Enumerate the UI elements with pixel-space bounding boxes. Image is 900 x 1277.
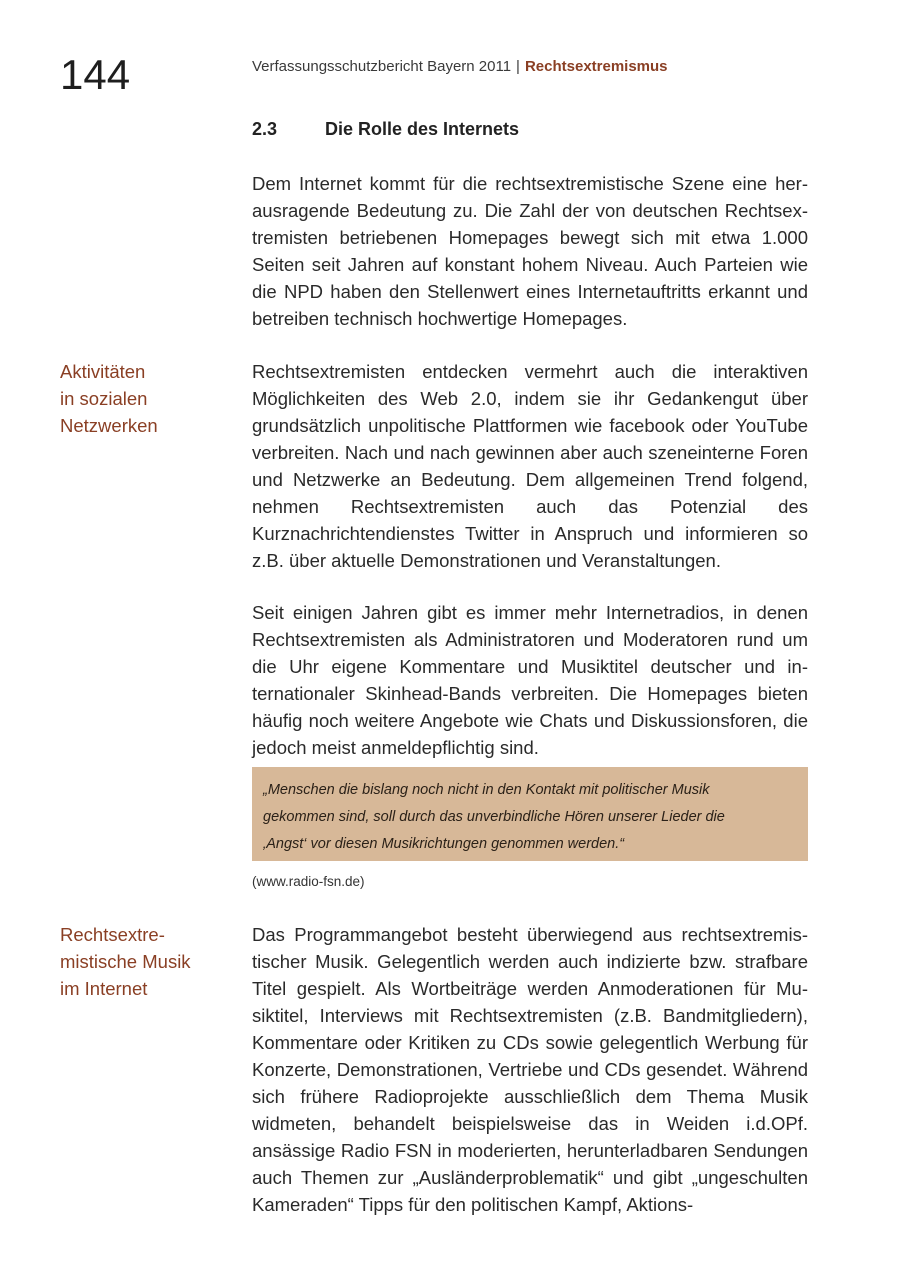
side-note-music bbox=[60, 921, 235, 1002]
report-title: Verfassungsschutzbericht Bayern 2011 bbox=[252, 58, 512, 75]
header-separator: | bbox=[516, 58, 520, 75]
section-number: 2.3 bbox=[252, 119, 278, 139]
paragraph-internet-radios: Seit einigen Jahren gibt es immer mehr Internetradios, in denen Rechtsextremisten als Administratoren und Moderatoren rund um die Uhr eigene Kommentare und Musiktitel deutscher und internationaler Skinhead-Bands verbreiten. Die Homepages bieten häufig noch weitere Angebote wie Chats und Diskussionsforen, die jedoch meist anmeldepflichtig sind. bbox=[252, 602, 808, 758]
side-note-social-networks bbox=[60, 358, 235, 439]
quote-source: (www.radio-fsn.de) bbox=[252, 874, 365, 889]
paragraph-program: Das Programmangebot besteht überwiegend aus rechtsextremistischer Musik. Gelegentlich werden auch indizierte bzw. strafbare Titel gespielt. Als Wortbeiträge werden Anmoderationen für Musiktitel, Interviews mit Rechtsextremisten (z.B. Bandmitgliedern), Kommentare oder Kritiken zu CDs sowie gelegentlich Werbung für Konzerte, Demonstrationen, Vertriebe und CDs gesendet. Während sich frühere Radioprojekte ausschließlich dem Thema Musik widmeten, behandelt beispielsweise das in Weiden i.d.OPf. ansässige Radio FSN in moderierten, herunterladbaren Sendungen auch Themen zur „Ausländerproblematik“ und gibt „ungeschulten Kameraden“ Tipps für den politischen Kampf, Aktions- bbox=[252, 924, 808, 1215]
side-note-line: in sozialen bbox=[60, 388, 148, 409]
side-note-line: mistische Musik bbox=[60, 951, 191, 972]
section-title: Die Rolle des Internets bbox=[325, 119, 520, 139]
paragraph-social-networks: Rechtsextremisten entdecken vermehrt auch die interaktiven Möglichkeiten des Web 2.0, indem sie ihr Gedankengut über grundsätzlich unpolitische Plattformen wie facebook oder YouTube verbreiten. Nach und nach gewinnen aber auch szeneinterne Foren und Netzwerke an Bedeutung. Dem allgemeinen Trend folgend, nehmen Rechtsextremisten auch das Potenzial des Kurznachrichtendienstes Twitter in Anspruch und informieren so z.B. über aktuelle Demonstrationen und Veranstaltungen. bbox=[252, 361, 808, 571]
quote-line: ‚Angst‘ vor diesen Musikrichtungen genommen werden.“ bbox=[263, 836, 625, 852]
side-note-line: Rechtsextre- bbox=[60, 924, 165, 945]
running-header bbox=[252, 57, 668, 77]
quote-box bbox=[252, 767, 808, 861]
side-note-line: Netzwerken bbox=[60, 415, 158, 436]
quote-line: gekommen sind, soll durch das unverbindliche Hören unserer Lieder die bbox=[263, 809, 725, 825]
side-note-line: Aktivitäten bbox=[60, 361, 146, 382]
page-number: 144 bbox=[60, 51, 131, 98]
quote-line: „Menschen die bislang noch nicht in den Kontakt mit politischer Musik bbox=[263, 782, 710, 798]
section-heading bbox=[252, 117, 519, 141]
side-note-line: im Internet bbox=[60, 978, 148, 999]
chapter-title: Rechtsextremismus bbox=[524, 58, 668, 75]
paragraph-intro: Dem Internet kommt für die rechtsextremistische Szene eine herausragende Bedeutung zu. Die Zahl der von deutschen Rechtsextremisten betriebenen Homepages bewegt sich mit etwa 1.000 Seiten seit Jahren auf konstant hohem Niveau. Auch Parteien wie die NPD haben den Stellenwert eines Internetauftritts erkannt und betreiben technisch hochwertige Homepages. bbox=[252, 173, 808, 329]
